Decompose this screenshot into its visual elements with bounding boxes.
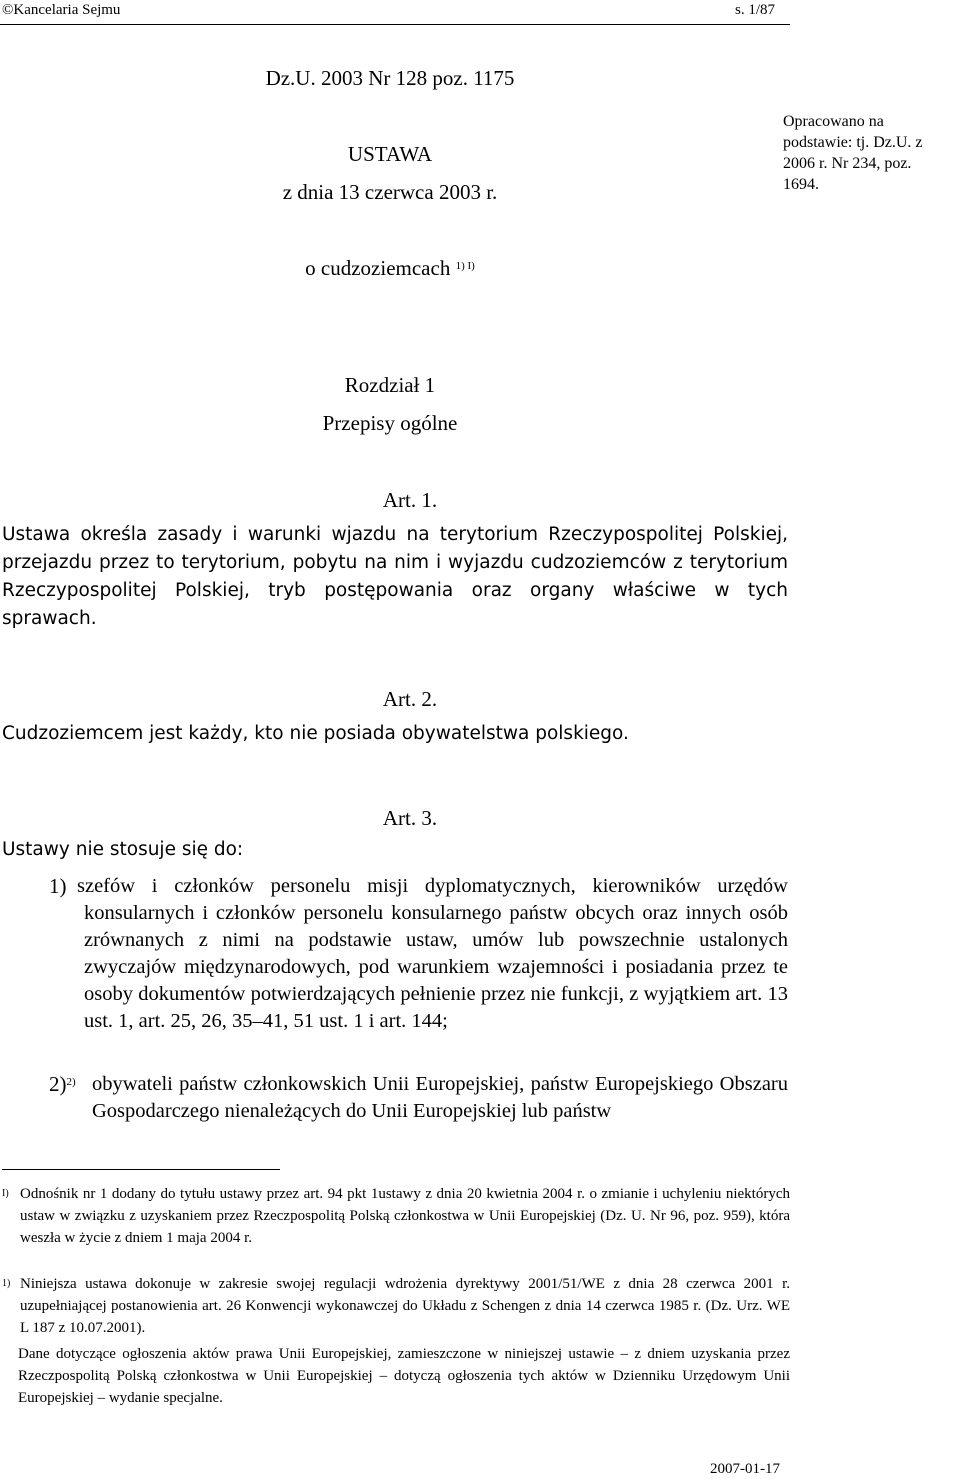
act-subject — [100, 254, 680, 282]
footnote-marker: 1) — [2, 1278, 11, 1289]
article-1-text: Ustawa określa zasady i warunki wjazdu na terytorium Rzeczypospolitej Polskiej, przejazdu przez to terytorium, pobytu na nim i wyjazdu cudzoziemców z terytorium Rzeczypospolitej Polskiej, tryb postępowania oraz organy właściwe w tych sprawach. — [2, 524, 788, 629]
header-copyright: ©Kancelaria Sejmu — [2, 2, 121, 18]
footnote-reference[interactable]: 2) — [66, 1076, 76, 1088]
footnote-text: Niniejsza ustawa dokonuje w zakresie swojej regulacji wdrożenia dyrektywy 2001/51/WE z dnia 28 czerwca 2001 r. uzupełniającej postanowienia art. 26 Konwencji wykonawczej do Układu z Schengen z dnia 14 czerwca 1985 r. (Dz. Urz. WE L 187 z 10.07.2001). — [20, 1276, 790, 1336]
list-item-text: obywateli państw członkowskich Unii Europejskiej, państw Europejskiego Obszaru Gospodarczego nienależących do Unii Europejskiej lub państw — [92, 1073, 788, 1122]
footnote — [18, 1343, 790, 1409]
footnote-reference[interactable]: 1) I) — [455, 260, 475, 272]
article-heading: Art. 3. — [382, 806, 438, 830]
footnote — [2, 1273, 790, 1339]
footnote-separator — [2, 1169, 280, 1170]
act-subject-text: o cudzoziemcach — [305, 256, 451, 280]
footnote-text: Dane dotyczące ogłoszenia aktów prawa Unii Europejskiej, zamieszczone w niniejszej ustawie – z dniem uzyskania przez Rzeczpospolitą Polską członkostwa w Unii Europejskiej – dotyczą ogłoszenia tych aktów w Dzienniku Urzędowym Unii Europejskiej – wydanie specjalne. — [18, 1346, 790, 1406]
list-item — [77, 873, 788, 1035]
article-heading: Art. 1. — [382, 488, 438, 512]
header-divider — [0, 24, 790, 25]
article-3-intro: Ustawy nie stosuje się do: — [2, 839, 244, 860]
consolidation-note-line: podstawie: tj. Dz.U. z — [783, 134, 923, 151]
article-heading: Art. 2. — [382, 687, 438, 711]
act-type: USTAWA — [347, 142, 433, 166]
consolidation-note-line: 2006 r. Nr 234, poz. — [783, 155, 912, 172]
chapter-name: Przepisy ogólne — [322, 411, 458, 435]
footer-date: 2007-01-17 — [710, 1461, 780, 1477]
footnote-text: Odnośnik nr 1 dodany do tytułu ustawy przez art. 94 pkt 1ustawy z dnia 20 kwietnia 2004 r. o zmianie i uchyleniu niektórych ustaw w związku z uzyskaniem przez Rzeczpospolitą Polską członkostwa w Unii Europejskiej (Dz. U. Nr 96, poz. 959), która weszła w życie z dniem 1 maja 2004 r. — [20, 1186, 790, 1246]
source-reference: Dz.U. 2003 Nr 128 poz. 1175 — [265, 66, 515, 90]
article-2-text: Cudzoziemcem jest każdy, kto nie posiada obywatelstwa polskiego. — [2, 723, 629, 744]
page-number: s. 1/87 — [735, 2, 776, 18]
list-item-text: szefów i członków personelu misji dyplomatycznych, kierowników urzędów konsularnych i członków personelu konsularnego państw obcych oraz innych osób zrównanych z nimi na podstawie ustaw, umów lub powszechnie ustalonych zwyczajów międzynarodowych, pod warunkiem wzajemności i posiadania przez te osoby dokumentów potwierdzających pełnienie przez nie funkcji, z wyjątkiem art. 13 ust. 1, art. 25, 26, 35–41, 51 ust. 1 i art. 144; — [77, 875, 788, 1032]
chapter-number: Rozdział 1 — [344, 373, 436, 397]
consolidation-note-line: Opracowano na — [783, 113, 884, 130]
list-item-number: 1) — [49, 874, 67, 898]
consolidation-note — [783, 111, 958, 195]
footnote-marker: I) — [2, 1188, 9, 1199]
list-item-number: 2)$^{2)}$ — [49, 1072, 76, 1096]
consolidation-note-line: 1694. — [783, 176, 819, 193]
footnote — [2, 1183, 790, 1249]
act-date: z dnia 13 czerwca 2003 r. — [282, 180, 498, 204]
